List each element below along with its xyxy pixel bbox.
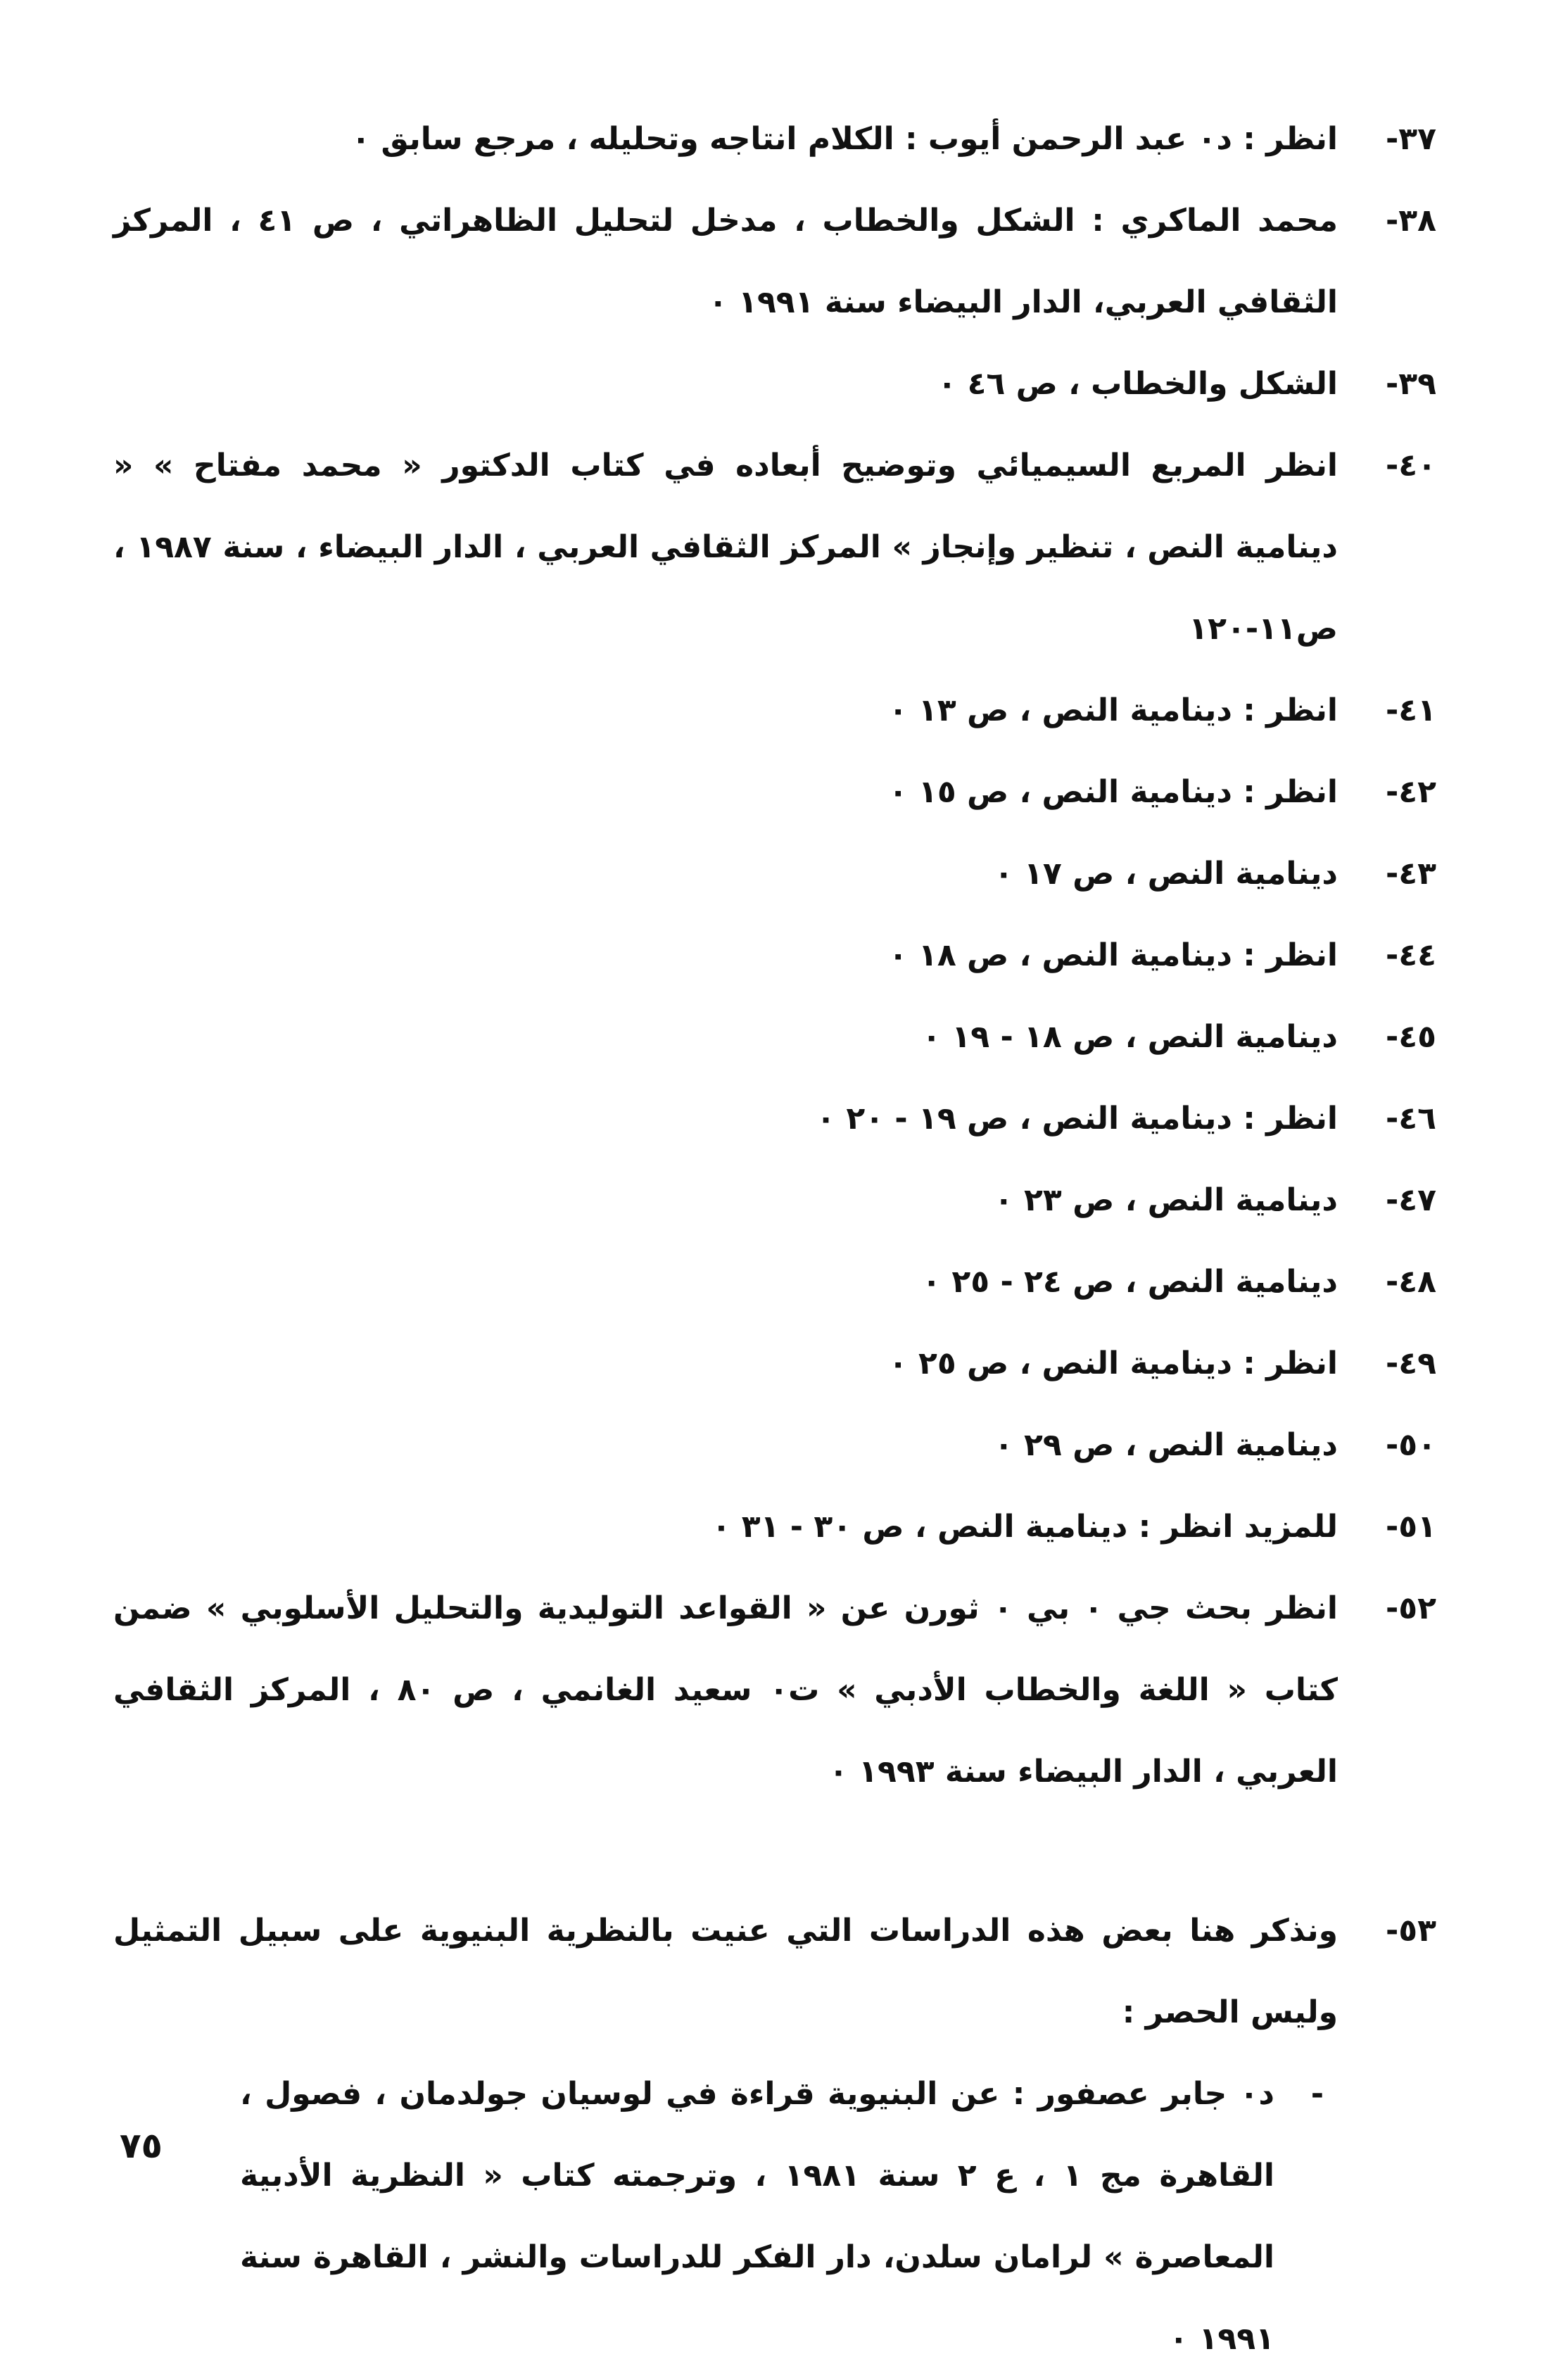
footnote-number: ٤٩- (1386, 1346, 1436, 1381)
footnote-text: انظر : د٠ عبد الرحمن أيوب : الكلام انتاجه وتحليله ، مرجع سابق ٠ (351, 121, 1338, 157)
footnote-51 (113, 1486, 1436, 1568)
footnote-text: الشكل والخطاب ، ص ٤٦ ٠ (937, 366, 1338, 402)
footnote-number: ٥٠- (1386, 1427, 1436, 1463)
footnote-number: ٤٢- (1386, 774, 1436, 810)
footnote-number: ٤٦- (1386, 1101, 1436, 1137)
footnote-number: ٤٧- (1386, 1182, 1436, 1218)
footnote-46 (113, 1078, 1436, 1160)
footnote-45 (113, 996, 1436, 1078)
footnote-number: ٤٨- (1386, 1264, 1436, 1300)
footnote-number: ٤١- (1386, 692, 1436, 728)
footnote-number: ٤٣- (1386, 856, 1436, 892)
footnote-number: ٥١- (1386, 1509, 1436, 1545)
footnote-39 (113, 343, 1436, 425)
footnote-text: للمزيد انظر : دينامية النص ، ص ٣٠ - ٣١ ٠ (711, 1509, 1338, 1545)
footnotes-list (113, 99, 1436, 2380)
footnote-41 (113, 670, 1436, 752)
footnote-number: ٥٣- (1386, 1913, 1436, 1949)
footnote-50 (113, 1405, 1436, 1486)
footnote-53 (113, 1890, 1436, 2380)
footnote-text: انظر بحث جي ٠ بي ٠ ثورن عن « القواعد التوليدية والتحليل الأسلوبي » ضمن كتاب « اللغة والخطاب الأدبي » ت٠ سعيد الغانمي ، ص ٨٠ ، المركز الثقافي العربي ، الدار البيضاء سنة ١٩٩٣ ٠ (113, 1590, 1338, 1790)
footnote-52 (113, 1568, 1436, 1813)
footnote-number: ٤٠- (1386, 448, 1436, 483)
footnote-text: انظر : دينامية النص ، ص ١٥ ٠ (888, 774, 1338, 810)
footnote-text: دينامية النص ، ص ٢٤ - ٢٥ ٠ (922, 1264, 1338, 1300)
footnote-text: دينامية النص ، ص ١٧ ٠ (994, 856, 1338, 892)
footnote-text: دينامية النص ، ص ٢٣ ٠ (994, 1182, 1338, 1218)
footnote-48 (113, 1241, 1436, 1323)
footnote-44 (113, 915, 1436, 996)
footnote-text: انظر : دينامية النص ، ص ١٣ ٠ (888, 692, 1338, 728)
footnote-47 (113, 1160, 1436, 1241)
subitem-dash: - (1310, 2076, 1324, 2112)
footnote-text: محمد الماكري : الشكل والخطاب ، مدخل لتحليل الظاهراتي ، ص ٤١ ، المركز الثقافي العربي، الدار البيضاء سنة ١٩٩١ ٠ (113, 203, 1338, 320)
footnote-subitem (113, 2053, 1338, 2380)
footnote-text: انظر المربع السيميائي وتوضيح أبعاده في كتاب الدكتور « محمد مفتاح » « دينامية النص ، تنظير وإنجاز » المركز الثقافي العربي ، الدار البيضاء ، سنة ١٩٨٧ ، ص١١-١٢٠ (113, 448, 1338, 647)
footnote-number: ٣٨- (1386, 203, 1436, 239)
footnote-number: ٣٧- (1386, 121, 1436, 157)
footnote-40 (113, 425, 1436, 670)
footnote-37 (113, 99, 1436, 180)
footnote-number: ٣٩- (1386, 366, 1436, 402)
footnote-text: دينامية النص ، ص ١٨ - ١٩ ٠ (922, 1019, 1338, 1055)
footnote-number: ٤٥- (1386, 1019, 1436, 1055)
footnote-text: انظر : دينامية النص ، ص ١٩ - ٢٠ ٠ (816, 1101, 1338, 1137)
footnote-number: ٥٢- (1386, 1590, 1436, 1626)
page-number: ٧٥ (120, 2125, 163, 2166)
footnote-text: انظر : دينامية النص ، ص ٢٥ ٠ (888, 1346, 1338, 1381)
footnote-number: ٤٤- (1386, 937, 1436, 973)
subitem-text: د٠ جابر عصفور : عن البنيوية قراءة في لوسيان جولدمان ، فصول ، القاهرة مج ١ ، ع ٢ سنة ١٩٨١ ، وترجمته كتاب « النظرية الأدبية المعاصرة » لرامان سلدن، دار الفكر للدراسات والنشر ، القاهرة سنة ١٩٩١ ٠ (240, 2076, 1274, 2357)
footnote-text: ونذكر هنا بعض هذه الدراسات التي عنيت بالنظرية البنيوية على سبيل التمثيل وليس الحصر : (113, 1913, 1338, 2030)
footnote-text: انظر : دينامية النص ، ص ١٨ ٠ (888, 937, 1338, 973)
footnote-42 (113, 752, 1436, 833)
footnote-49 (113, 1323, 1436, 1405)
footnote-43 (113, 833, 1436, 915)
footnote-text: دينامية النص ، ص ٢٩ ٠ (994, 1427, 1338, 1463)
footnote-38 (113, 180, 1436, 343)
